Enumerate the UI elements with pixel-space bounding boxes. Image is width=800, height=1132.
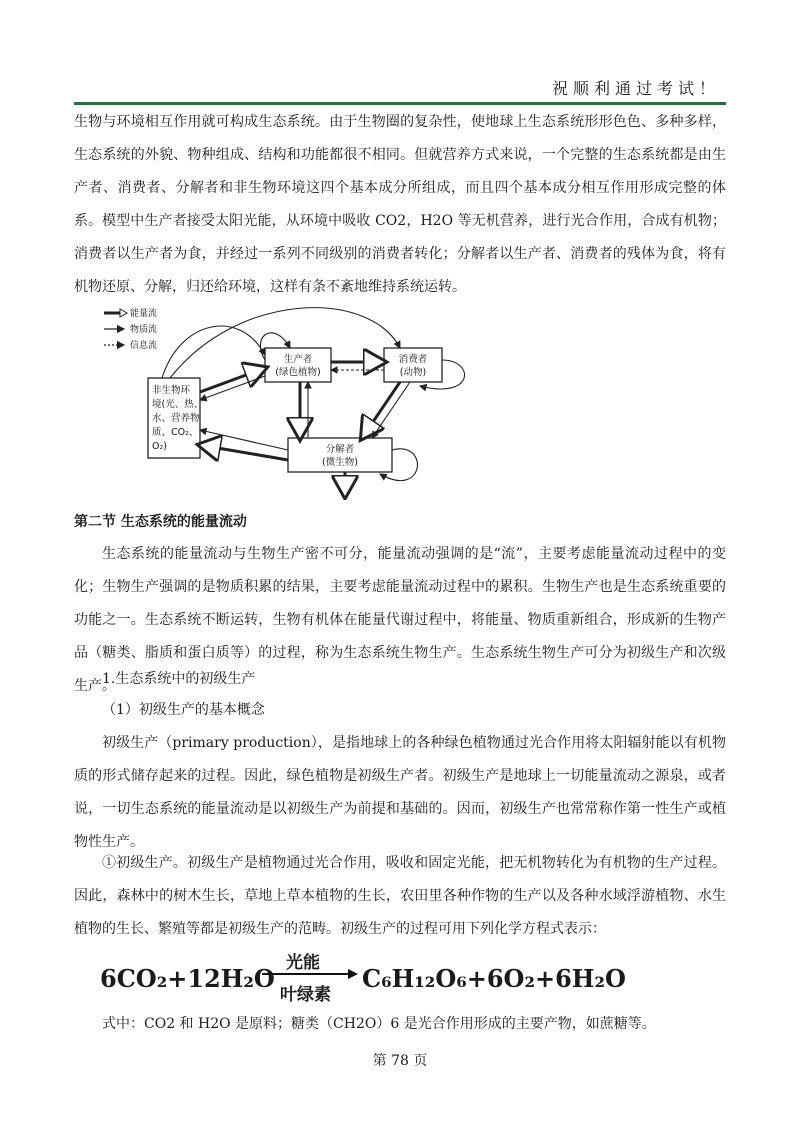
equation-condition-light: 光能 (286, 953, 320, 973)
svg-text:境(光、热、: 境(光、热、 (152, 399, 204, 410)
svg-text:信息流: 信息流 (130, 341, 158, 351)
equation-reactants: 6CO₂+12H₂O (100, 964, 275, 993)
legend (104, 307, 157, 351)
section-title: 第二节 生态系统的能量流动 (74, 514, 247, 530)
decomposer-box (288, 438, 392, 472)
page-number: 第 78 页 (372, 1053, 428, 1069)
equation-arrow (260, 948, 360, 1006)
page-header (74, 74, 726, 105)
svg-text:能量流: 能量流 (130, 309, 158, 319)
paragraph-ecosystem-intro: 生物与环境相互作用就可构成生态系统。由于生物圈的复杂性，使地球上生态系统形形色色、多种多样，生态系统的外貌、物种组成、结构和功能都很不相同。但就营养方式来说，一个完整的生态系统都是由生产者、消费者、分解者和非生物环境这四个基本成分所组成，而且四个基本成分相互作用形成完整的体系。 (74, 114, 726, 229)
subheading-primary-production: 1.生态系统中的初级生产 (102, 671, 256, 687)
svg-text:分解者: 分解者 (325, 444, 355, 455)
svg-text:质、CO₂、: 质、CO₂、 (152, 427, 199, 438)
legend-information-flow (104, 339, 157, 351)
svg-text:(动物): (动物) (399, 367, 427, 378)
svg-text:生产者: 生产者 (283, 354, 313, 365)
equation-note: 式中：CO2 和 H2O 是原料；糖类（CH2O）6 是光合作用形成的主要产物，如蔗糖等。 (102, 1016, 656, 1032)
equation-condition-chlorophyll: 叶绿素 (280, 985, 331, 1005)
producer-box (265, 348, 331, 382)
svg-text:消费者: 消费者 (398, 354, 428, 365)
environment-box (148, 378, 203, 458)
consumer-box (384, 348, 442, 382)
paragraph-primary-production-definition: 初级生产（primary production），是指地球上的各种绿色植物通过光合作用将太阳辐射能以有机物质的形式储存起来的过程。因此，绿色植物是初级生产者。初级生产是地球上一切能量流动之源泉，或者说，一切生态系统的能量流动是以初级生产为前提和基础的。因而，初级生产也常常称作第一性生产或植物性生产。 (74, 735, 726, 850)
ecosystem-diagram (100, 300, 500, 500)
photosynthesis-equation (100, 948, 626, 1008)
reaction-arrow-icon (260, 968, 360, 980)
svg-text:水、营养物: 水、营养物 (152, 413, 200, 424)
paragraph-energy-flow: 生态系统的能量流动与生物生产密不可分，能量流动强调的是“流”，主要考虑能量流动过程中的变化；生物生产强调的是物质积累的结果，主要考虑能量流动过程中的累积。生物生产也是生态系统重要的功能之一。生态系统不断运转，生物有机体在能量代谢过程中，将能量、物质重新组合，形成新的生物产品（糖类、脂质和蛋白质等）的过程，称为生态系统生物生产。生态系统生物生产可分为初级生产和次级生产。 (74, 546, 726, 694)
svg-text:(微生物): (微生物) (322, 457, 358, 468)
equation-products: C₆H₁₂O₆+6O₂+6H₂O (362, 964, 626, 993)
svg-text:非生物环: 非生物环 (152, 385, 191, 396)
svg-text:物质流: 物质流 (130, 325, 158, 335)
subheading-basic-concept: （1）初级生产的基本概念 (102, 702, 265, 718)
svg-text:O₂): O₂) (152, 441, 167, 452)
svg-text:(绿色植物): (绿色植物) (275, 367, 321, 378)
paragraph-primary-production-process: ①初级生产。初级生产是植物通过光合作用，吸收和固定光能，把无机物转化为有机物的生产过程。因此，森林中的树木生长，草地上草本植物的生长，农田里各种作物的生产以及各种水域浮游植物、水生植物的生长、繁殖等都是初级生产的范畴。初级生产的过程可用下列化学方程式表示： (74, 855, 726, 937)
legend-energy-flow (104, 307, 157, 319)
legend-material-flow (104, 323, 157, 335)
paragraph-model-description: 模型中生产者接受太阳光能，从环境中吸收 CO2，H2O 等无机营养，进行光合作用，合成有机物；消费者以生产者为食，并经过一系列不同级别的消费者转化；分解者以生产者、消费者的残体为食，将有机物还原、分解，归还给环境，这样有条不紊地维持系统运转。 (74, 213, 726, 295)
header-slogan: 祝顺利通过考试！ (551, 79, 720, 98)
